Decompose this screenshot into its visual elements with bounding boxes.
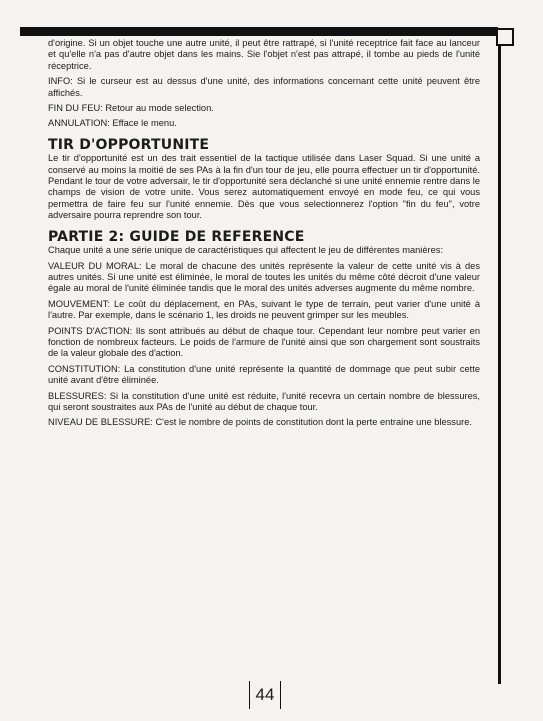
section-heading-tir-opportunite: TIR D'OPPORTUNITE bbox=[48, 136, 210, 153]
annulation-paragraph: ANNULATION: Efface le menu. bbox=[48, 118, 177, 129]
valeur-moral-paragraph: VALEUR DU MORAL: Le moral de chacune des unités représente la valeur de cette unité vis à des autres unités. Si une unité est éliminée, le moral de toutes les unités du même côté décroit d'une valeur égale au moral de l'unité éliminée tandis que le moral des unités adverses augmente du même nombre. bbox=[48, 260, 480, 294]
intro-paragraph: d'origine. Si un objet touche une autre unité, il peut être rattrapé, si l'unité receptrice fait face au lanceur et qu'elle n'a pas d'autre objet dans les mains. Sie l'objet n'est pas attrapé, il tombe au pieds de l'unité réceptrice. bbox=[48, 38, 480, 71]
page-content bbox=[48, 38, 480, 433]
guide-intro-paragraph: Chaque unité a une série unique de caractéristiques qui affectent le jeu de différentes manières: bbox=[48, 245, 444, 256]
blessures-paragraph: BLESSURES: Si la constitution d'une unité est réduite, l'unité recevra un certain nombre de blessures, qui seront soustraites aux PAs de l'unité au début de chaque tour. bbox=[48, 390, 480, 412]
section-heading-guide-reference: PARTIE 2: GUIDE DE REFERENCE bbox=[48, 228, 305, 245]
mouvement-paragraph: MOUVEMENT: Le coût du déplacement, en PAs, suivant le type de terrain, peut varier d'une unité à l'autre. Par exemple, dans le scénario 1, les droids ne peuvent grimper sur les meubles. bbox=[48, 298, 480, 321]
fin-du-feu-paragraph: FIN DU FEU: Retour au mode selection. bbox=[48, 103, 214, 114]
info-paragraph: INFO: Si le curseur est au dessus d'une unité, des informations concernant cette unité peuvent être affichés. bbox=[48, 76, 480, 98]
top-border-bar bbox=[20, 27, 498, 36]
points-action-paragraph: POINTS D'ACTION: Ils sont attribués au début de chaque tour. Cependant leur nombre peut varier en fonction de nombreux facteurs. Le poids de l'armure de l'unité ainsi que son chargement sont soustraits de la valeur globale des d'action. bbox=[48, 325, 480, 359]
page-number: 44 bbox=[249, 681, 281, 709]
niveau-blessure-paragraph: NIVEAU DE BLESSURE: C'est le nombre de points de constitution dont la perte entraine une blessure. bbox=[48, 417, 472, 428]
tir-opportunite-paragraph: Le tir d'opportunité est un des trait essentiel de la tactique utilisée dans Laser Squad. Si une unité a conservé au moins la moitié de ses PAs à la fin d'un tour de jeu, elle pourra effectuer un tir d'opportunité. Pendant le tour de votre adversair, le tir d'opportunité sera déclanché si une unité ennemie rentre dans le champs de vision de votre unite. Vous serez automatiquement envoyé en mode feu, ce qui vous permettra de faire feu sur l'unité ennemie. Dès que vous selectionnerez l'option "fin du feu", votre adversaire pourra reprendre son tour. bbox=[48, 153, 480, 221]
constitution-paragraph: CONSTITUTION: La constitution d'une unité représente la quantité de dommage que peut subir cette unité avant d'être éliminée. bbox=[48, 363, 480, 386]
right-margin-rule bbox=[498, 44, 501, 684]
